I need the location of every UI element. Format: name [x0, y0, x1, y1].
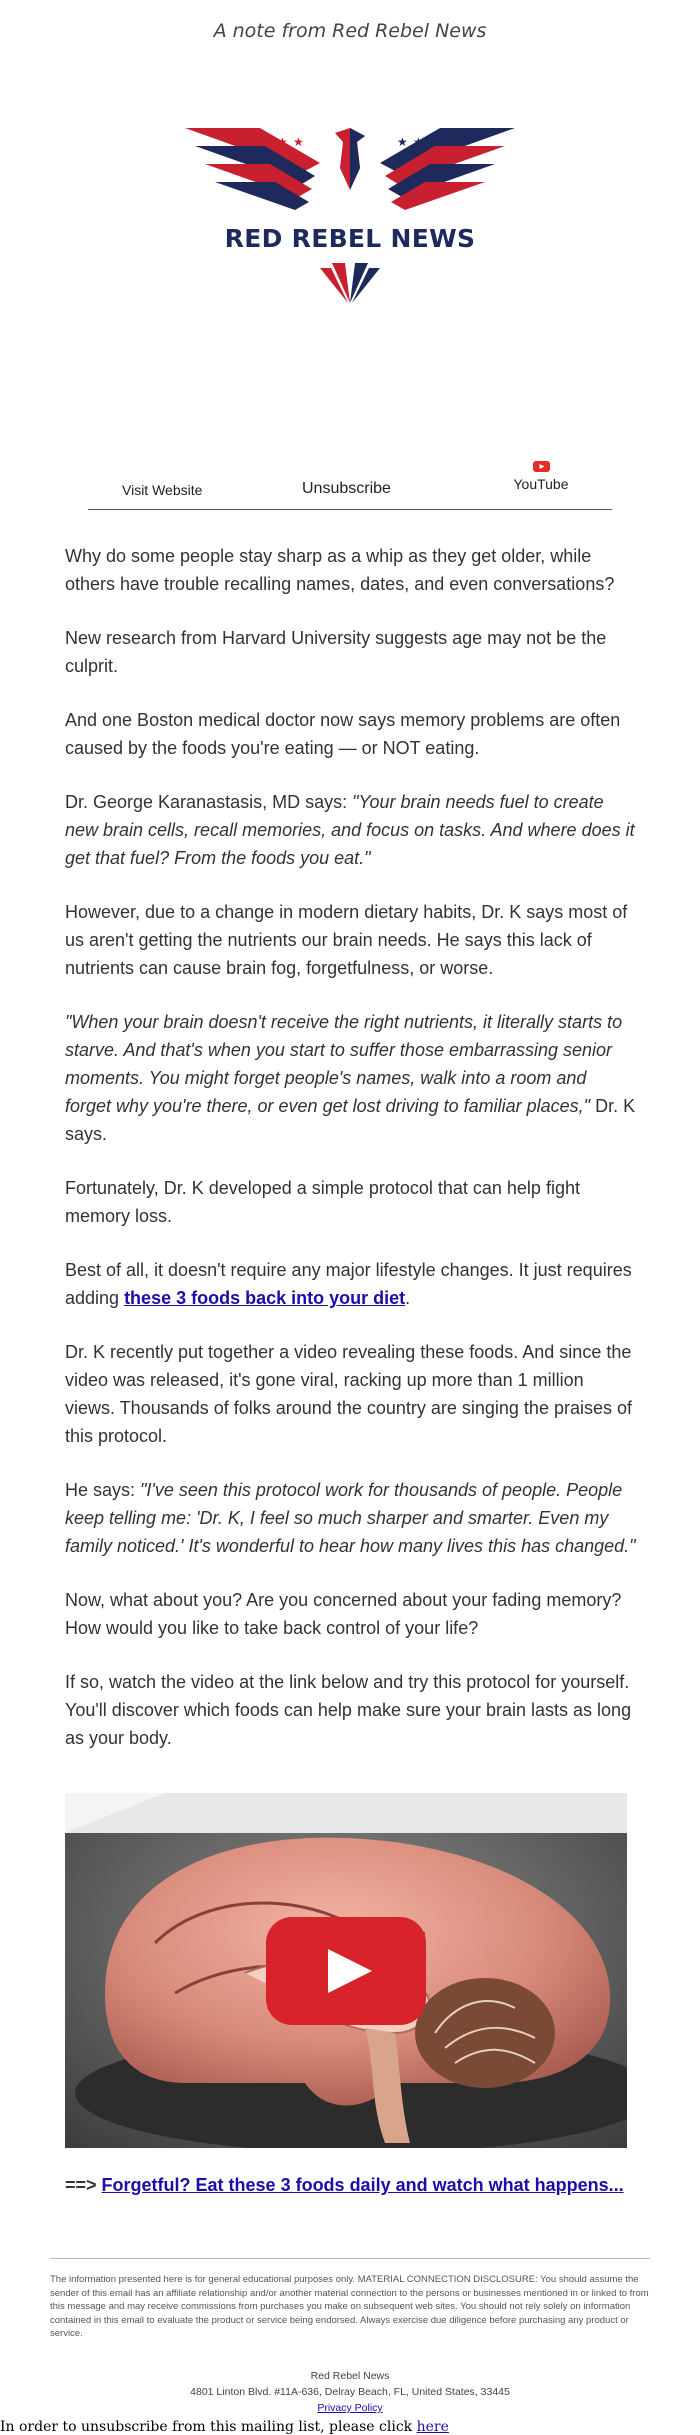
footer-divider [50, 2258, 650, 2259]
paragraph: Now, what about you? Are you concerned about your fading memory? How would you like to take back control of your life? [65, 1590, 622, 1638]
youtube-link[interactable] [506, 461, 576, 493]
svg-text:★: ★ [277, 135, 288, 149]
paragraph-lead: Dr. George Karanastasis, MD says: [65, 792, 353, 812]
paragraph-tail: . [405, 1288, 411, 1308]
email-nav-bar [88, 455, 612, 510]
doctor-quote: "When your brain doesn't receive the right nutrients, it literally starts to starve. And that's when you start to suffer those embarrassing senior moments. You might forget people's names, walk into a room and forget why you're there, or even get lost driving to familiar places," [65, 1012, 623, 1116]
video-cta-link[interactable]: Forgetful? Eat these 3 foods daily and watch what happens... [101, 2175, 624, 2195]
footer-privacy-row [0, 2402, 700, 2414]
svg-text:★: ★ [293, 135, 304, 149]
paragraph: New research from Harvard University suggests age may not be the culprit. [65, 628, 607, 676]
paragraph: Why do some people stay sharp as a whip as they get older, while others have trouble recalling names, dates, and even conversations? [65, 546, 615, 594]
youtube-label: YouTube [513, 476, 569, 492]
unsubscribe-link[interactable]: Unsubscribe [302, 480, 391, 497]
doctor-quote: "I've seen this protocol work for thousands of people. People keep telling me: 'Dr. K, I feel so much sharper and smarter. Even my family noticed.' It's wonderful to hear how many lives this has changed." [65, 1480, 636, 1556]
article-body [65, 542, 637, 1778]
eagle-logo-icon [185, 128, 515, 308]
footer-company-name: Red Rebel News [310, 2370, 390, 2382]
cta-arrow: ==> [65, 2175, 102, 2195]
logo-wordmark: RED REBEL NEWS [224, 224, 476, 253]
youtube-icon [533, 461, 550, 472]
video-thumbnail[interactable] [65, 1793, 627, 2148]
play-icon[interactable] [266, 1917, 426, 2025]
paragraph: And one Boston medical doctor now says memory problems are often caused by the foods you're eating — or NOT eating. [65, 710, 621, 758]
svg-text:★: ★ [397, 135, 408, 149]
paragraph-with-quote [65, 1476, 637, 1560]
paragraph-lead: Best of all, it doesn't require any major lifestyle changes. It just requires adding [65, 1260, 632, 1308]
paragraph-lead: He says: [65, 1480, 141, 1500]
red-rebel-news-logo [185, 128, 515, 308]
doctor-quote: "Your brain needs fuel to create new brain cells, recall memories, and focus on tasks. And where does it get that fuel? From the foods you eat." [65, 792, 635, 868]
unsubscribe-text: In order to unsubscribe from this mailing list, please click [0, 2419, 417, 2435]
paragraph: However, due to a change in modern dietary habits, Dr. K says most of us aren't getting the nutrients our brain needs. He says this lack of nutrients can cause brain fog, forgetfulness, or worse. [65, 902, 628, 978]
paragraph: Dr. K recently put together a video revealing these foods. And since the video was released, it's gone viral, racking up more than 1 million views. Thousands of folks around the country are singing the praises of this protocol. [65, 1342, 632, 1446]
footer-address: 4801 Linton Blvd. #11A-636, Delray Beach, FL, United States, 33445 [190, 2386, 510, 2398]
svg-text:★: ★ [413, 135, 424, 149]
cta-line [65, 2175, 665, 2196]
paragraph: If so, watch the video at the link below and try this protocol for yourself. You'll discover which foods can help make sure your brain lasts as long as your body. [65, 1672, 632, 1748]
email-header-note: A note from Red Rebel News [213, 20, 487, 42]
paragraph: Fortunately, Dr. K developed a simple protocol that can help fight memory loss. [65, 1178, 580, 1226]
unsubscribe-here-link[interactable]: here [416, 2419, 449, 2435]
paragraph-with-quote [65, 788, 637, 872]
material-disclosure: The information presented here is for general educational purposes only. MATERIAL CONNECTION DISCLOSURE: You should assume the sender of this email has an affiliate relationship and/or another material connection to the persons or businesses mentioned in or linked to from this message and may receive commissions from purchases you make on subsequent web sites. You should not rely solely on information contained in this email to evaluate the product or service being endorsed. Always exercise due diligence before purchasing any product or service. [50, 2274, 649, 2339]
paragraph-with-link [65, 1256, 637, 1312]
paragraph-tail: Dr. K says. [65, 1096, 636, 1144]
paragraph-with-quote [65, 1008, 637, 1148]
visit-website-link[interactable]: Visit Website [122, 482, 203, 498]
foods-diet-link[interactable]: these 3 foods back into your diet [124, 1288, 406, 1308]
privacy-policy-link[interactable]: Privacy Policy [317, 2402, 383, 2414]
